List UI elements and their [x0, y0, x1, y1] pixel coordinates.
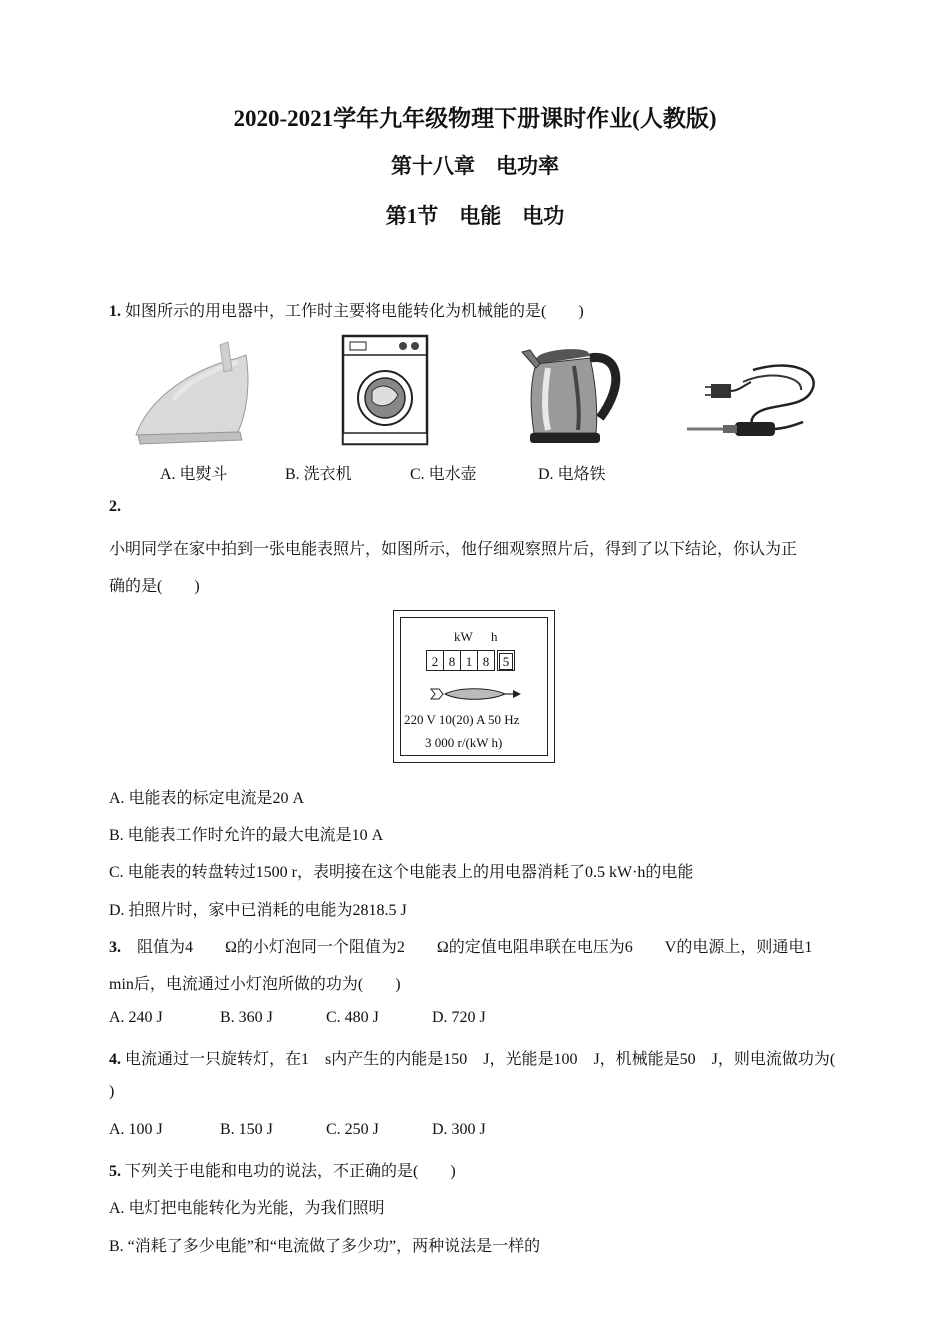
q3-option-d: D. 720 J	[432, 1009, 486, 1026]
meter-unit-kw: kW	[454, 629, 473, 644]
question-text: 如图所示的用电器中，工作时主要将电能转化为机械能的是( )	[125, 303, 584, 320]
meter-disc-arrow-icon	[429, 686, 524, 702]
meter-digit: 2	[426, 650, 444, 671]
q4-option-a: A. 100 J	[109, 1121, 163, 1138]
question-3	[109, 934, 812, 957]
question-text: 下列关于电能和电功的说法，不正确的是( )	[125, 1163, 456, 1180]
q2-option-c: C. 电能表的转盘转过1500 r，表明接在这个电能表上的用电器消耗了0.5 kW·h的电能	[109, 864, 694, 881]
question-2-number: 2.	[109, 498, 121, 515]
meter-revolutions: 3 000 r/(kW h)	[425, 735, 503, 750]
question-2-text-line2: 确的是( )	[109, 578, 200, 595]
meter-counter	[426, 650, 514, 671]
meter-unit-h: h	[491, 629, 498, 644]
iron-image	[128, 340, 258, 448]
q2-option-a: A. 电能表的标定电流是20 A	[109, 790, 305, 807]
q4-option-b: B. 150 J	[220, 1121, 273, 1138]
electric-meter-figure	[393, 610, 555, 763]
meter-decimal-digit: 5	[497, 650, 515, 671]
question-3-text-line2: min后，电流通过小灯泡所做的功为( )	[109, 976, 401, 993]
q1-option-a: A. 电熨斗	[160, 466, 228, 483]
question-4	[109, 1046, 835, 1069]
q4-option-d: D. 300 J	[432, 1121, 486, 1138]
section-title: 第1节 电能 电功	[385, 204, 565, 228]
question-4-text-line2: )	[109, 1083, 115, 1100]
meter-digit: 8	[443, 650, 461, 671]
question-text-line1: 电流通过一只旋转灯，在1 s内产生的内能是150 J，光能是100 J，机械能是50 J，则电流做功为(	[125, 1051, 836, 1068]
question-5	[109, 1158, 456, 1181]
washing-machine-image	[340, 333, 432, 448]
question-number: 3.	[109, 939, 121, 956]
question-1	[109, 298, 584, 321]
q5-option-b: B. “消耗了多少电能”和“电流做了多少功”，两种说法是一样的	[109, 1238, 541, 1255]
question-number: 1.	[109, 303, 121, 320]
question-2-text-line1: 小明同学在家中拍到一张电能表照片，如图所示，他仔细观察照片后，得到了以下结论，你认为正	[109, 541, 798, 558]
meter-spec: 220 V 10(20) A 50 Hz	[404, 712, 520, 727]
meter-digit: 1	[460, 650, 478, 671]
soldering-iron-image	[683, 362, 823, 442]
q3-option-c: C. 480 J	[326, 1009, 379, 1026]
q4-option-c: C. 250 J	[326, 1121, 379, 1138]
q1-option-d: D. 电烙铁	[538, 466, 606, 483]
q1-option-c: C. 电水壶	[410, 466, 477, 483]
document-title: 2020-2021学年九年级物理下册课时作业(人教版)	[233, 106, 717, 131]
kettle-image	[518, 338, 626, 448]
question-text-line1: 阻值为4 Ω的小灯泡同一个阻值为2 Ω的定值电阻串联在电压为6 V的电源上，则通电1	[121, 939, 813, 956]
meter-digit: 8	[477, 650, 495, 671]
question-number: 5.	[109, 1163, 121, 1180]
q5-option-a: A. 电灯把电能转化为光能，为我们照明	[109, 1200, 385, 1217]
question-number: 4.	[109, 1051, 121, 1068]
q2-option-d: D. 拍照片时，家中已消耗的电能为2818.5 J	[109, 902, 407, 919]
q2-option-b: B. 电能表工作时允许的最大电流是10 A	[109, 827, 384, 844]
chapter-title: 第十八章 电功率	[391, 154, 559, 178]
q3-option-a: A. 240 J	[109, 1009, 163, 1026]
q3-option-b: B. 360 J	[220, 1009, 273, 1026]
q1-option-b: B. 洗衣机	[285, 466, 352, 483]
